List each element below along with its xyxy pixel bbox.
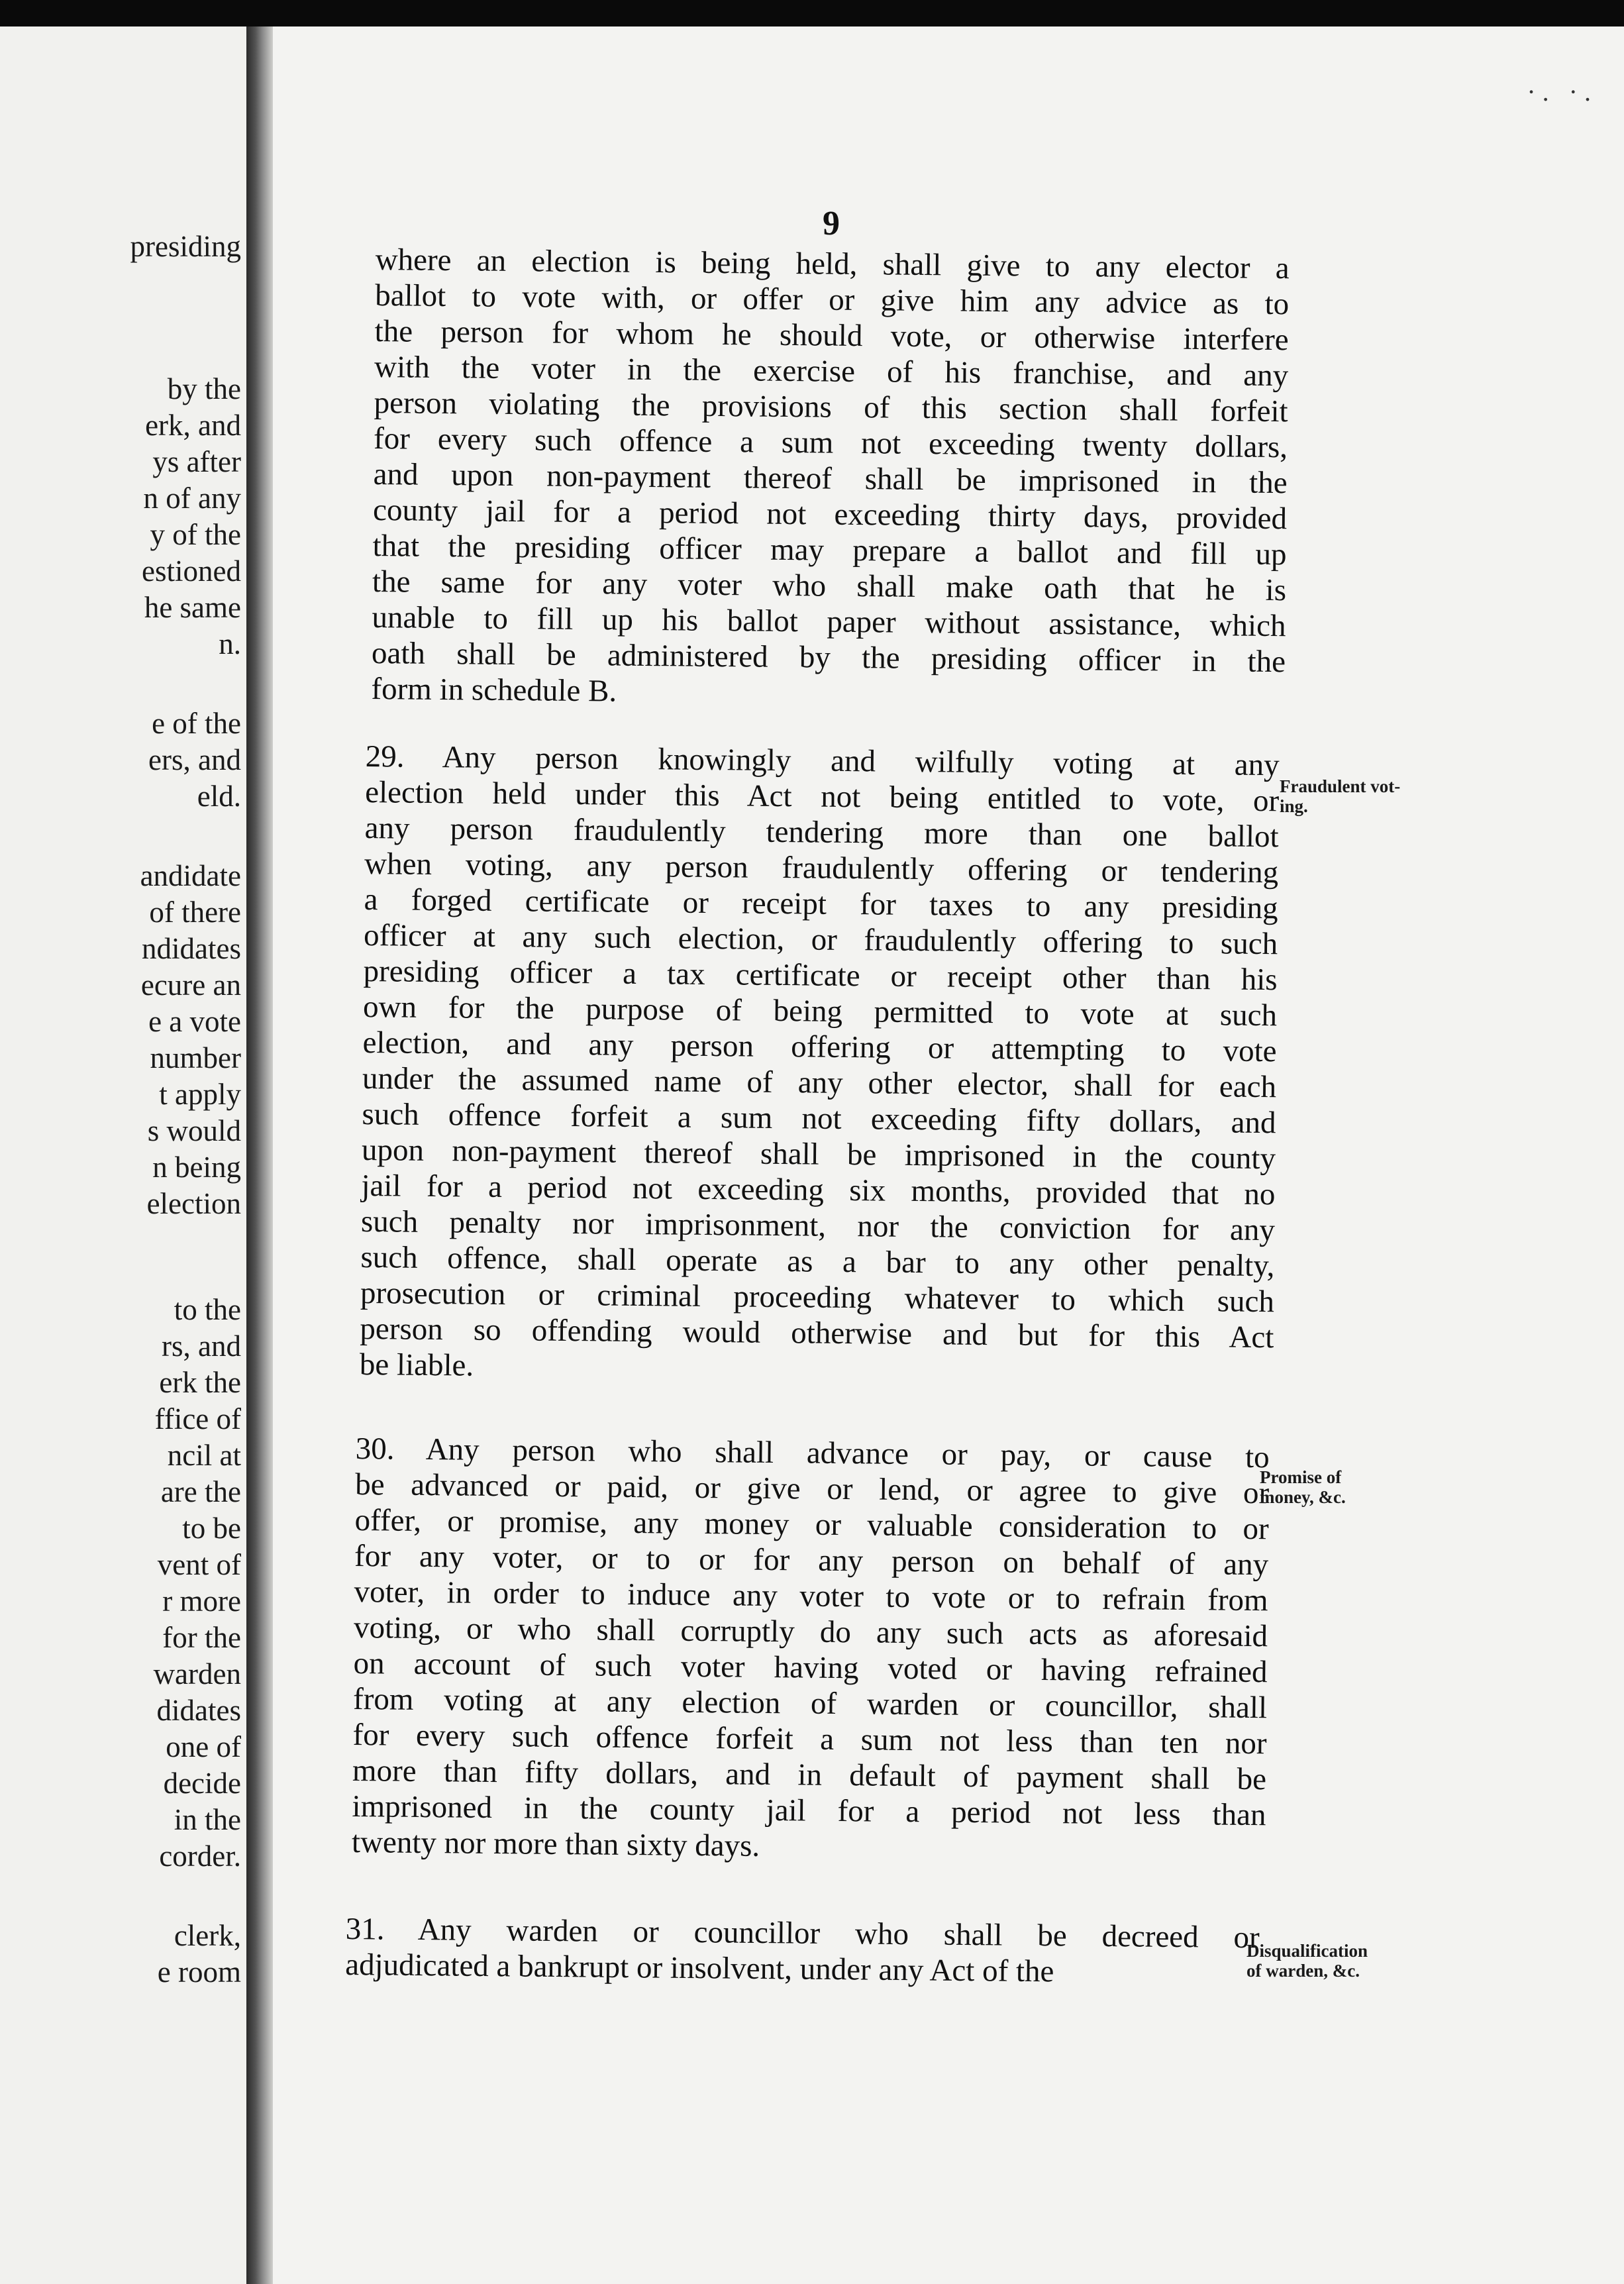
facing-page-line: are the xyxy=(160,1475,241,1508)
text-line: and upon non-payment thereof shall be imprisoned in the xyxy=(373,456,1288,501)
margin-note-fraudulent-voting: Fraudulent vot- ing. xyxy=(1280,776,1401,816)
facing-page-line: corder. xyxy=(159,1840,241,1873)
facing-page-line: ncil at xyxy=(167,1439,241,1472)
facing-page-line: he same xyxy=(144,591,241,624)
text-line: person so offending would otherwise and but for this Act xyxy=(360,1311,1274,1355)
margin-note-disqualification-of-warden: Disqualification of warden, &c. xyxy=(1246,1941,1368,1981)
facing-page-line: ffice of xyxy=(154,1402,241,1435)
text-line: 29. Any person knowingly and wilfully voting at any xyxy=(365,739,1280,783)
text-line: for every such offence forfeit a sum not less than ten nor xyxy=(352,1717,1267,1761)
text-line: twenty nor more than sixty days. xyxy=(351,1824,760,1863)
facing-page-line: ndidates xyxy=(142,932,241,965)
facing-page-line: of there xyxy=(149,896,241,929)
text-line: for every such offence a sum not exceeding twenty dollars, xyxy=(373,421,1288,465)
facing-page-line: n being xyxy=(152,1151,241,1184)
text-line: imprisoned in the county jail for a period not less than xyxy=(352,1789,1266,1833)
facing-page-line: one of xyxy=(166,1730,241,1763)
text-line: election, and any person offering or attempting to vote xyxy=(362,1025,1277,1069)
facing-page-line: decide xyxy=(163,1767,241,1800)
text-line: from voting at any election of warden or councillor, shall xyxy=(352,1681,1268,1726)
text-line: presiding officer a tax certificate or receipt other than his xyxy=(363,953,1278,998)
facing-page-line: presiding xyxy=(130,230,241,263)
facing-page-line: in the xyxy=(174,1803,241,1836)
text-line: officer at any such election, or fraudulently offering to such xyxy=(363,917,1278,962)
text-line: the person for whom he should vote, or otherwise interfere xyxy=(374,313,1289,358)
text-line: form in schedule B. xyxy=(371,671,617,709)
text-line: any person fraudulently tendering more than one ballot xyxy=(364,810,1279,855)
document-page xyxy=(273,26,1624,2284)
facing-page-line: n. xyxy=(219,627,241,660)
facing-page-line: election xyxy=(146,1187,241,1220)
text-line: where an election is being held, shall give to any elector a xyxy=(375,242,1290,286)
facing-page-line: ecure an xyxy=(140,968,241,1002)
text-line: voting, or who shall corruptly do any such acts as aforesaid xyxy=(353,1610,1268,1654)
facing-page-line: warden xyxy=(153,1657,241,1690)
text-line: ballot to vote with, or offer or give him any advice as to xyxy=(374,278,1290,322)
text-line: 30. Any person who shall advance or pay, or cause to xyxy=(355,1431,1270,1475)
paragraph-para-28-cont xyxy=(371,242,1290,715)
paragraph-para-31 xyxy=(345,1911,1260,1991)
page-number: 9 xyxy=(823,205,840,242)
text-line: for any voter, or to or for any person on behalf of any xyxy=(354,1538,1269,1583)
text-line: adjudicated a bankrupt or insolvent, under any Act of the xyxy=(344,1947,1054,1989)
facing-page-line: number xyxy=(150,1041,241,1074)
facing-page-line: rs, and xyxy=(162,1329,241,1363)
margin-note-promise-of-money: Promise of money, &c. xyxy=(1260,1467,1346,1507)
facing-page-left xyxy=(0,26,246,2284)
text-line: the same for any voter who shall make oath that he is xyxy=(372,564,1287,608)
facing-page-line: to the xyxy=(174,1293,241,1326)
text-line: more than fifty dollars, and in default of payment shall be xyxy=(352,1753,1267,1797)
facing-page-line: e a vote xyxy=(148,1005,241,1038)
facing-page-line: for the xyxy=(162,1621,241,1654)
paragraph-para-29 xyxy=(360,739,1280,1391)
facing-page-line: didates xyxy=(156,1694,241,1727)
text-line: oath shall be administered by the presiding officer in the xyxy=(371,635,1286,680)
facing-page-line: r more xyxy=(162,1584,241,1618)
text-line: be advanced or paid, or give or lend, or agree to give or xyxy=(354,1467,1270,1511)
text-line: with the voter in the exercise of his franchise, and any xyxy=(374,349,1289,393)
text-line: when voting, any person fraudulently offering or tendering xyxy=(364,846,1279,890)
facing-page-line: t apply xyxy=(159,1078,241,1111)
facing-page-line: n of any xyxy=(143,482,241,515)
facing-page-line: estioned xyxy=(142,554,241,588)
scan-specks: ·. ·. xyxy=(1527,77,1598,107)
text-line: such penalty nor imprisonment, nor the conviction for any xyxy=(360,1204,1276,1248)
text-line: a forged certificate or receipt for taxes to any presiding xyxy=(364,882,1278,926)
facing-page-line: s would xyxy=(147,1114,241,1147)
facing-page-line: clerk, xyxy=(174,1919,241,1952)
text-line: such offence forfeit a sum not exceeding fifty dollars, and xyxy=(362,1096,1276,1141)
facing-page-line: eld. xyxy=(197,780,241,813)
text-line: 31. Any warden or councillor who shall be decreed or xyxy=(345,1912,1260,1955)
facing-page-line: to be xyxy=(182,1512,241,1545)
text-line: be liable. xyxy=(359,1347,474,1383)
text-line: such offence, shall operate as a bar to any other penalty, xyxy=(360,1239,1275,1284)
text-line: jail for a period not exceeding six months, provided that no xyxy=(361,1168,1276,1212)
text-line: prosecution or criminal proceeding whatever to which such xyxy=(360,1275,1275,1320)
facing-page-line: vent of xyxy=(157,1548,241,1581)
facing-page-line: e of the xyxy=(152,707,241,740)
text-line: county jail for a period not exceeding thirty days, provided xyxy=(372,492,1288,537)
facing-page-line: ys after xyxy=(152,445,241,478)
text-line: person violating the provisions of this section shall forfeit xyxy=(374,385,1288,429)
facing-page-line: by the xyxy=(167,372,241,405)
facing-page-line: andidate xyxy=(140,859,241,892)
facing-page-line: e room xyxy=(157,1955,241,1989)
text-line: own for the purpose of being permitted to vote at such xyxy=(362,989,1278,1033)
text-line: voter, in order to induce any voter to vote or to refrain from xyxy=(354,1574,1268,1618)
text-line: under the assumed name of any other elector, shall for each xyxy=(362,1061,1277,1105)
facing-page-line: y of the xyxy=(150,518,241,551)
text-line: that the presiding officer may prepare a ballot and fill up xyxy=(372,528,1287,572)
text-line: offer, or promise, any money or valuable consideration to or xyxy=(354,1502,1269,1547)
paragraph-para-30 xyxy=(352,1431,1270,1869)
text-line: upon non-payment thereof shall be imprisoned in the county xyxy=(361,1132,1276,1176)
book-gutter xyxy=(246,26,273,2284)
text-line: election held under this Act not being entitled to vote, or xyxy=(364,774,1280,819)
facing-page-line: erk the xyxy=(159,1366,241,1399)
text-line: on account of such voter having voted or having refrained xyxy=(353,1645,1268,1690)
text-line: unable to fill up his ballot paper without assistance, which xyxy=(372,599,1286,644)
facing-page-line: ers, and xyxy=(148,743,241,776)
facing-page-line: erk, and xyxy=(145,409,241,442)
